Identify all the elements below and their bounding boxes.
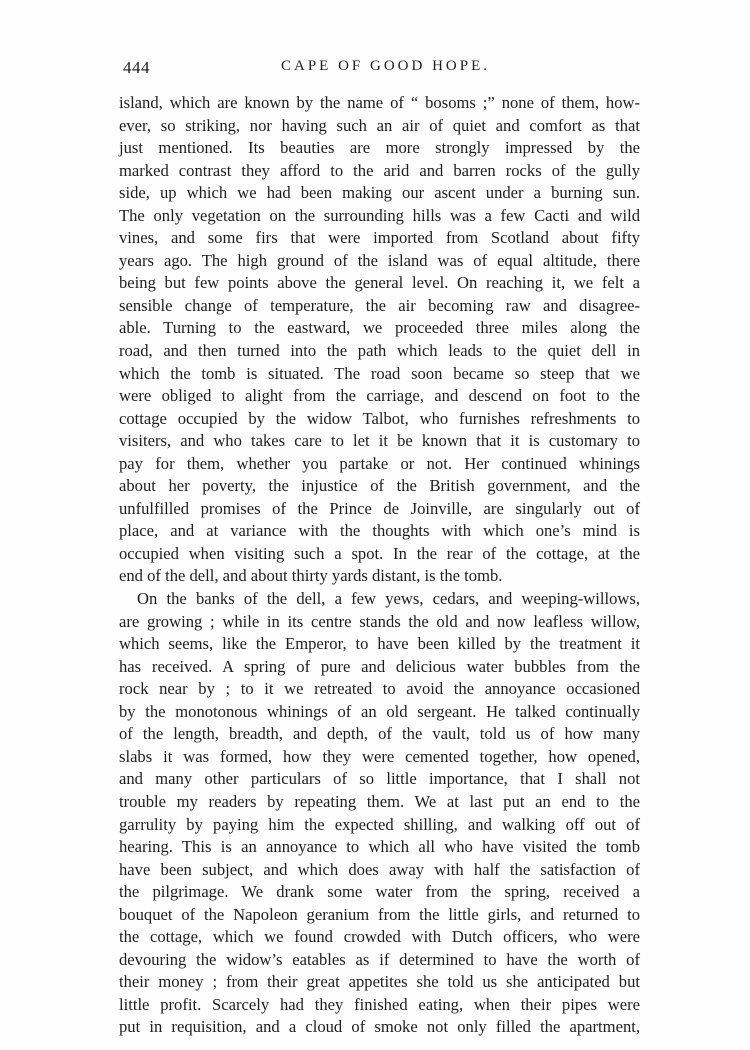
text-line: road, and then turned into the path which leads to the quiet dell in bbox=[119, 341, 640, 361]
text-line: have been subject, and which does away with half the satisfaction of bbox=[119, 859, 640, 879]
text-line: their money ; from their great appetites she told us she anticipated but bbox=[119, 972, 640, 992]
text-line: rock near by ; to it we retreated to avoid the annoyance occasioned bbox=[119, 679, 640, 699]
text-line: ever, so striking, nor having such an air of quiet and comfort as that bbox=[119, 115, 640, 135]
text-line: years ago. The high ground of the island was of equal altitude, there bbox=[119, 250, 640, 270]
text-line: side, up which we had been making our ascent under a burning sun. bbox=[119, 183, 640, 203]
text-line: being but few points above the general level. On reaching it, we felt a bbox=[119, 273, 640, 293]
text-line: unfulfilled promises of the Prince de Joinville, are singularly out of bbox=[119, 498, 640, 518]
text-line: pay for them, whether you partake or not. Her continued whinings bbox=[119, 453, 640, 473]
text-line: just mentioned. Its beauties are more strongly impressed by the bbox=[119, 138, 640, 158]
text-line: The only vegetation on the surrounding hills was a few Cacti and wild bbox=[119, 205, 640, 225]
text-line: slabs it was formed, how they were cemented together, how opened, bbox=[119, 746, 640, 766]
text-line: which the tomb is situated. The road soon became so steep that we bbox=[119, 363, 640, 383]
text-line: end of the dell, and about thirty yards distant, is the tomb. bbox=[119, 566, 503, 586]
text-line: bouquet of the Napoleon geranium from the little girls, and returned to bbox=[119, 904, 640, 924]
body-text bbox=[119, 92, 640, 1039]
text-line: trouble my readers by repeating them. We at last put an end to the bbox=[119, 791, 640, 811]
paragraph-1 bbox=[119, 92, 640, 588]
text-line: of the length, breadth, and depth, of the vault, told us of how many bbox=[119, 724, 640, 744]
running-title: CAPE OF GOOD HOPE. bbox=[281, 58, 491, 74]
text-line: marked contrast they afford to the arid and barren rocks of the gully bbox=[119, 160, 640, 180]
page-number: 444 bbox=[123, 58, 150, 77]
text-line: by the monotonous whinings of an old sergeant. He talked continually bbox=[119, 701, 640, 721]
text-line: has received. A spring of pure and delicious water bubbles from the bbox=[119, 656, 640, 676]
text-line: and many other particulars of so little importance, that I shall not bbox=[119, 769, 640, 789]
text-line: garrulity by paying him the expected shilling, and walking off out of bbox=[119, 814, 640, 834]
text-line: occupied when visiting such a spot. In the rear of the cottage, at the bbox=[119, 543, 640, 563]
text-line: island, which are known by the name of “ bosoms ;” none of them, how- bbox=[119, 93, 640, 112]
text-line: able. Turning to the eastward, we proceeded three miles along the bbox=[119, 318, 640, 338]
text-line: which seems, like the Emperor, to have been killed by the treatment it bbox=[119, 634, 640, 654]
text-line: are growing ; while in its centre stands the old and now leafless willow, bbox=[119, 611, 640, 631]
text-line: place, and at variance with the thoughts with which one’s mind is bbox=[119, 521, 640, 541]
text-line: the pilgrimage. We drank some water from the spring, received a bbox=[119, 882, 640, 902]
text-line: little profit. Scarcely had they finished eating, when their pipes were bbox=[119, 994, 640, 1014]
paragraph-2 bbox=[119, 588, 640, 1039]
text-line: sensible change of temperature, the air becoming raw and disagree- bbox=[119, 295, 640, 315]
text-line: were obliged to alight from the carriage, and descend on foot to the bbox=[119, 386, 640, 406]
text-line: visiters, and who takes care to let it be known that it is customary to bbox=[119, 431, 640, 451]
text-line: On the banks of the dell, a few yews, cedars, and weeping-willows, bbox=[137, 589, 640, 609]
text-line: cottage occupied by the widow Talbot, who furnishes refreshments to bbox=[119, 408, 640, 428]
text-line: the cottage, which we found crowded with Dutch officers, who were bbox=[119, 927, 640, 947]
text-line: vines, and some firs that were imported from Scotland about fifty bbox=[119, 228, 640, 248]
running-head bbox=[123, 58, 641, 82]
text-line: about her poverty, the injustice of the British government, and the bbox=[119, 476, 640, 496]
text-line: devouring the widow’s eatables as if determined to have the worth of bbox=[119, 949, 640, 969]
text-line: hearing. This is an annoyance to which all who have visited the tomb bbox=[119, 837, 640, 857]
text-line: put in requisition, and a cloud of smoke not only filled the apartment, bbox=[119, 1017, 640, 1037]
